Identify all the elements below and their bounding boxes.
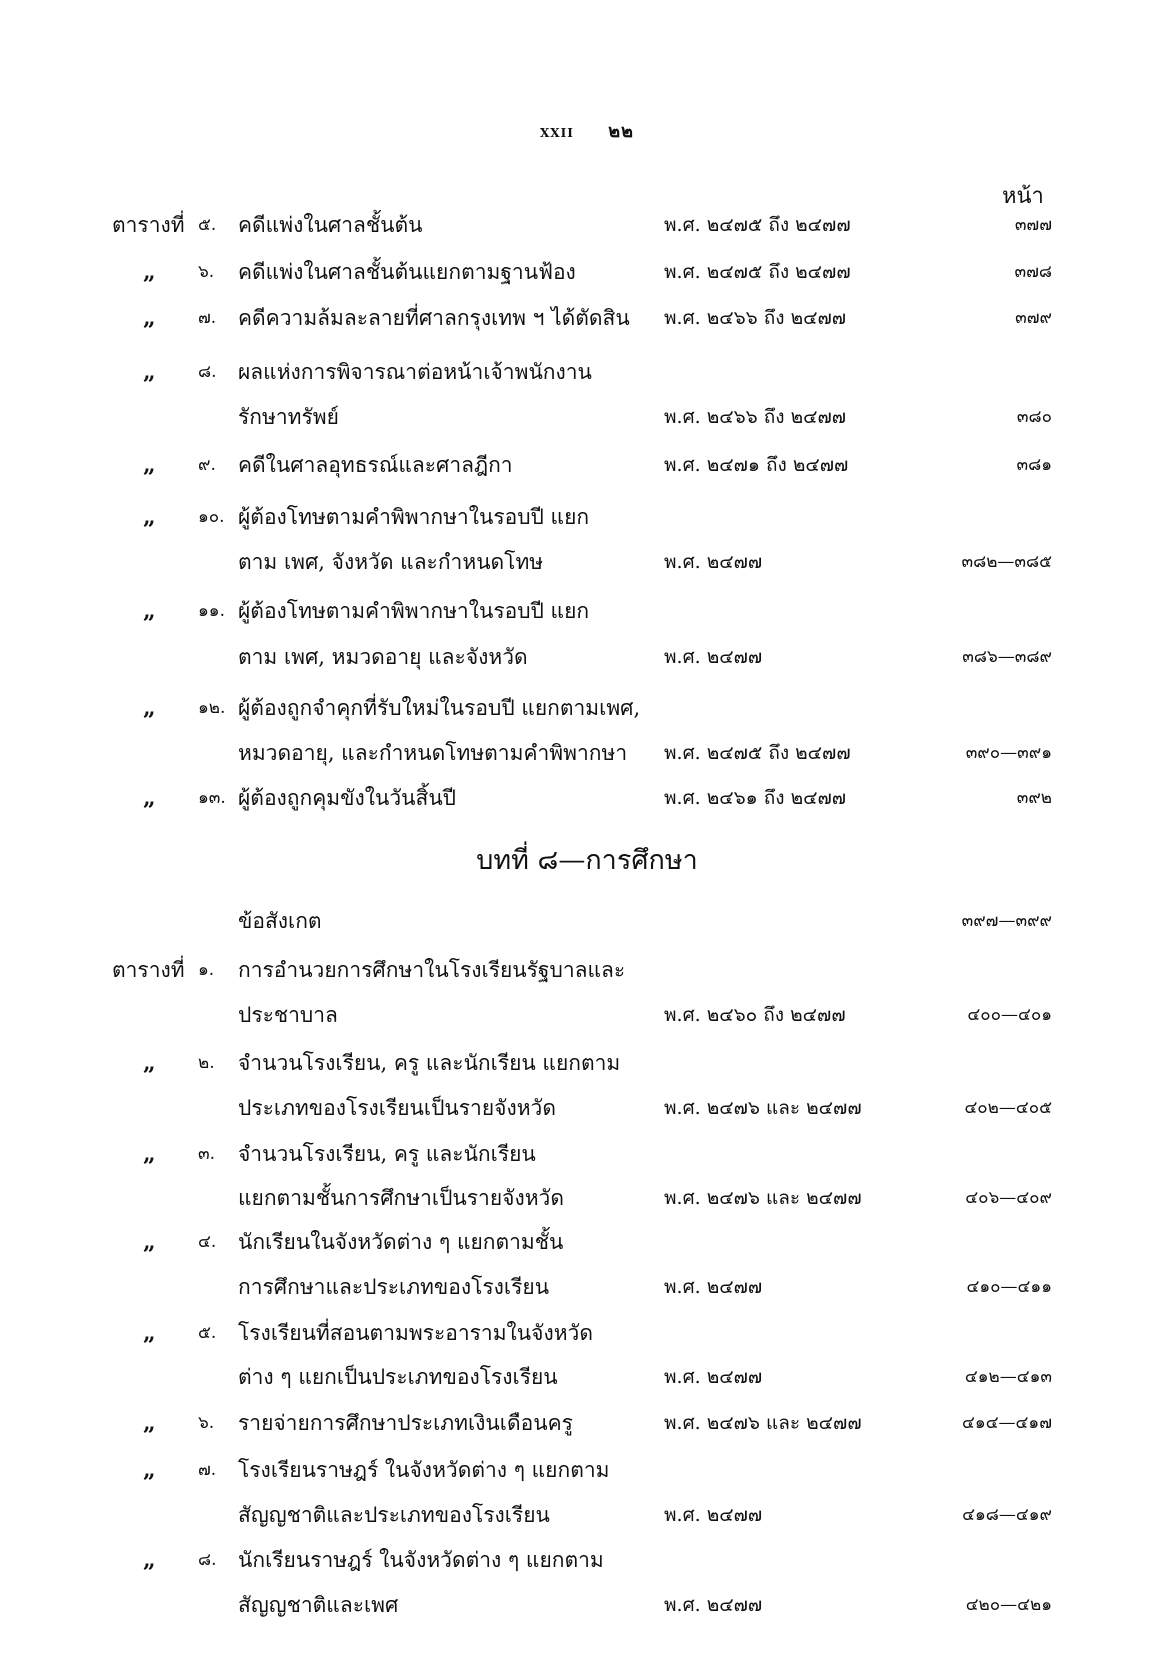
table-title: จำนวนโรงเรียน, ครู และนักเรียน แยกตาม <box>238 1051 621 1075</box>
table-title: ผู้ต้องโทษตามคำพิพากษาในรอบปี แยก <box>238 505 590 529</box>
table-number: ๗. <box>198 1460 217 1480</box>
ditto-mark: „ <box>143 598 156 624</box>
table-title: ผู้ต้องถูกจำคุกที่รับใหม่ในรอบปี แยกตามเพศ, <box>238 696 641 720</box>
table-row <box>0 1043 1174 1083</box>
table-title-line2: หมวดอายุ, และกำหนดโทษตามคำพิพากษา <box>238 741 628 765</box>
table-row-continuation <box>0 1357 1174 1397</box>
table-number: ๖. <box>198 262 215 282</box>
table-title: คดีแพ่งในศาลชั้นต้น <box>238 213 423 237</box>
thai-page-number: ๒๒ <box>608 121 634 142</box>
table-row <box>0 591 1174 631</box>
year-range: พ.ศ. ๒๔๗๑ ถึง ๒๔๗๗ <box>664 454 849 476</box>
ditto-mark: „ <box>143 452 156 478</box>
table-row <box>0 298 1174 338</box>
table-number: ๘. <box>198 1550 217 1570</box>
roman-page-number: XXII <box>540 126 574 140</box>
table-title: นักเรียนราษฎร์ ในจังหวัดต่าง ๆ แยกตาม <box>238 1548 604 1572</box>
ditto-mark: „ <box>143 1050 156 1076</box>
table-number: ๑๒. <box>198 698 226 718</box>
page-ref: ๓๗๙ <box>1015 308 1052 328</box>
table-number: ๑๐. <box>198 507 225 527</box>
table-number: ๘. <box>198 362 217 382</box>
table-row-continuation <box>0 397 1174 437</box>
year-range: พ.ศ. ๒๔๗๗ <box>664 646 763 668</box>
table-row <box>0 1134 1174 1174</box>
table-row <box>0 688 1174 728</box>
page-ref: ๓๙๐—๓๙๑ <box>965 743 1052 763</box>
table-title: คดีแพ่งในศาลชั้นต้นแยกตามฐานฟ้อง <box>238 260 576 284</box>
ditto-mark: „ <box>143 785 156 811</box>
page-ref: ๓๗๘ <box>1014 262 1052 282</box>
page-column-label: หน้า <box>1002 184 1044 209</box>
table-row-continuation <box>0 995 1174 1035</box>
table-title-line2: การศึกษาและประเภทของโรงเรียน <box>238 1275 550 1299</box>
table-title: รายจ่ายการศึกษาประเภทเงินเดือนครู <box>238 1411 573 1435</box>
table-number: ๕. <box>198 215 217 235</box>
table-title-line2: ประเภทของโรงเรียนเป็นรายจังหวัด <box>238 1096 556 1120</box>
table-title: คดีในศาลอุทธรณ์และศาลฎีกา <box>238 453 513 477</box>
table-row <box>0 205 1174 245</box>
table-number: ๖. <box>198 1413 215 1433</box>
table-title: คดีความล้มละลายที่ศาลกรุงเทพ ฯ ได้ตัดสิน <box>238 306 630 330</box>
table-row-continuation <box>0 1585 1174 1625</box>
table-title-line2: รักษาทรัพย์ <box>238 405 339 429</box>
table-row <box>0 352 1174 392</box>
ditto-mark: „ <box>143 305 156 331</box>
year-range: พ.ศ. ๒๔๗๕ ถึง ๒๔๗๗ <box>664 742 851 764</box>
year-range: พ.ศ. ๒๔๗๗ <box>664 1276 763 1298</box>
table-row <box>0 1450 1174 1490</box>
table-row <box>0 1540 1174 1580</box>
page-ref: ๓๘๑ <box>1016 455 1052 475</box>
page-ref: ๔๑๐—๔๑๑ <box>966 1277 1052 1297</box>
table-title: ผู้ต้องถูกคุมขังในวันสิ้นปี <box>238 786 456 810</box>
table-label: ตารางที่ <box>112 213 185 237</box>
page-ref: ๔๐๐—๔๐๑ <box>967 1005 1052 1025</box>
year-range: พ.ศ. ๒๔๗๗ <box>664 1366 763 1388</box>
observations-title: ข้อสังเกต <box>238 909 322 933</box>
table-row-continuation <box>0 1267 1174 1307</box>
table-label: ตารางที่ <box>112 958 185 982</box>
page-ref: ๔๐๖—๔๐๙ <box>965 1188 1052 1208</box>
year-range: พ.ศ. ๒๔๗๖ และ ๒๔๗๗ <box>664 1187 862 1209</box>
ditto-mark: „ <box>143 1547 156 1573</box>
table-number: ๑๓. <box>198 788 226 808</box>
table-row-continuation <box>0 1088 1174 1128</box>
page-ref: ๔๑๘—๔๑๙ <box>962 1505 1052 1525</box>
page-ref: ๓๘๒—๓๘๕ <box>961 552 1052 572</box>
table-row <box>0 778 1174 818</box>
page-ref: ๓๙๗—๓๙๙ <box>961 911 1052 931</box>
year-range: พ.ศ. ๒๔๖๑ ถึง ๒๔๗๗ <box>664 787 847 809</box>
table-title: การอำนวยการศึกษาในโรงเรียนรัฐบาลและ <box>238 958 626 982</box>
page-ref: ๓๘๐ <box>1016 407 1052 427</box>
page-ref: ๔๑๔—๔๑๗ <box>962 1413 1052 1433</box>
ditto-mark: „ <box>143 359 156 385</box>
page-ref: ๓๗๗ <box>1014 215 1052 235</box>
table-row <box>0 1222 1174 1262</box>
ditto-mark: „ <box>143 1410 156 1436</box>
ditto-mark: „ <box>143 1320 156 1346</box>
table-title-line2: สัญญชาติและเพศ <box>238 1593 399 1617</box>
page-ref: ๔๒๐—๔๒๑ <box>965 1595 1052 1615</box>
table-row <box>0 1313 1174 1353</box>
table-title-line2: ตาม เพศ, จังหวัด และกำหนดโทษ <box>238 550 544 574</box>
page-ref: ๔๐๒—๔๐๕ <box>964 1098 1052 1118</box>
table-title-line2: ต่าง ๆ แยกเป็นประเภทของโรงเรียน <box>238 1365 558 1389</box>
table-number: ๑. <box>198 960 215 980</box>
ditto-mark: „ <box>143 504 156 530</box>
year-range: พ.ศ. ๒๔๖๖ ถึง ๒๔๗๗ <box>664 406 847 428</box>
table-number: ๕. <box>198 1323 217 1343</box>
ditto-mark: „ <box>143 1229 156 1255</box>
table-number: ๔. <box>198 1232 217 1252</box>
ditto-mark: „ <box>143 259 156 285</box>
table-title: นักเรียนในจังหวัดต่าง ๆ แยกตามชั้น <box>238 1230 564 1254</box>
year-range: พ.ศ. ๒๔๗๕ ถึง ๒๔๗๗ <box>664 214 851 236</box>
page-ref: ๓๙๒ <box>1016 788 1052 808</box>
table-number: ๗. <box>198 308 217 328</box>
table-number: ๒. <box>198 1053 215 1073</box>
table-title-line2: แยกตามชั้นการศึกษาเป็นรายจังหวัด <box>238 1186 564 1210</box>
year-range: พ.ศ. ๒๔๖๖ ถึง ๒๔๗๗ <box>664 307 847 329</box>
year-range: พ.ศ. ๒๔๗๖ และ ๒๔๗๗ <box>664 1412 862 1434</box>
page-ref: ๔๑๒—๔๑๓ <box>964 1367 1052 1387</box>
table-title-line2: ประชาบาล <box>238 1003 338 1027</box>
year-range: พ.ศ. ๒๔๗๕ ถึง ๒๔๗๗ <box>664 261 851 283</box>
year-range: พ.ศ. ๒๔๗๗ <box>664 1504 763 1526</box>
table-row <box>0 445 1174 485</box>
page-ref: ๓๘๖—๓๘๙ <box>962 647 1052 667</box>
table-row-continuation <box>0 733 1174 773</box>
table-row <box>0 1403 1174 1443</box>
table-title: ผู้ต้องโทษตามคำพิพากษาในรอบปี แยก <box>238 599 590 623</box>
table-row-continuation <box>0 1495 1174 1535</box>
page-header <box>0 116 1174 145</box>
year-range: พ.ศ. ๒๔๗๖ และ ๒๔๗๗ <box>664 1097 862 1119</box>
table-title-line2: สัญญชาติและประเภทของโรงเรียน <box>238 1503 550 1527</box>
table-number: ๑๑. <box>198 601 225 621</box>
ditto-mark: „ <box>143 1141 156 1167</box>
table-title-line2: ตาม เพศ, หมวดอายุ และจังหวัด <box>238 645 528 669</box>
table-title: โรงเรียนที่สอนตามพระอารามในจังหวัด <box>238 1321 593 1345</box>
ditto-mark: „ <box>143 695 156 721</box>
ditto-mark: „ <box>143 1457 156 1483</box>
table-number: ๓. <box>198 1144 216 1164</box>
year-range: พ.ศ. ๒๔๗๗ <box>664 1594 763 1616</box>
observations-row <box>0 901 1174 941</box>
table-row <box>0 252 1174 292</box>
table-title: ผลแห่งการพิจารณาต่อหน้าเจ้าพนักงาน <box>238 360 592 384</box>
year-range: พ.ศ. ๒๔๖๐ ถึง ๒๔๗๗ <box>664 1004 846 1026</box>
table-number: ๙. <box>198 455 216 475</box>
table-row-continuation <box>0 1178 1174 1218</box>
table-title: จำนวนโรงเรียน, ครู และนักเรียน <box>238 1142 536 1166</box>
year-range: พ.ศ. ๒๔๗๗ <box>664 551 763 573</box>
table-row-continuation <box>0 637 1174 677</box>
table-row <box>0 950 1174 990</box>
table-row-continuation <box>0 542 1174 582</box>
chapter-heading: บทที่ ๘—การศึกษา <box>476 845 698 876</box>
table-row <box>0 497 1174 537</box>
table-title: โรงเรียนราษฎร์ ในจังหวัดต่าง ๆ แยกตาม <box>238 1458 610 1482</box>
